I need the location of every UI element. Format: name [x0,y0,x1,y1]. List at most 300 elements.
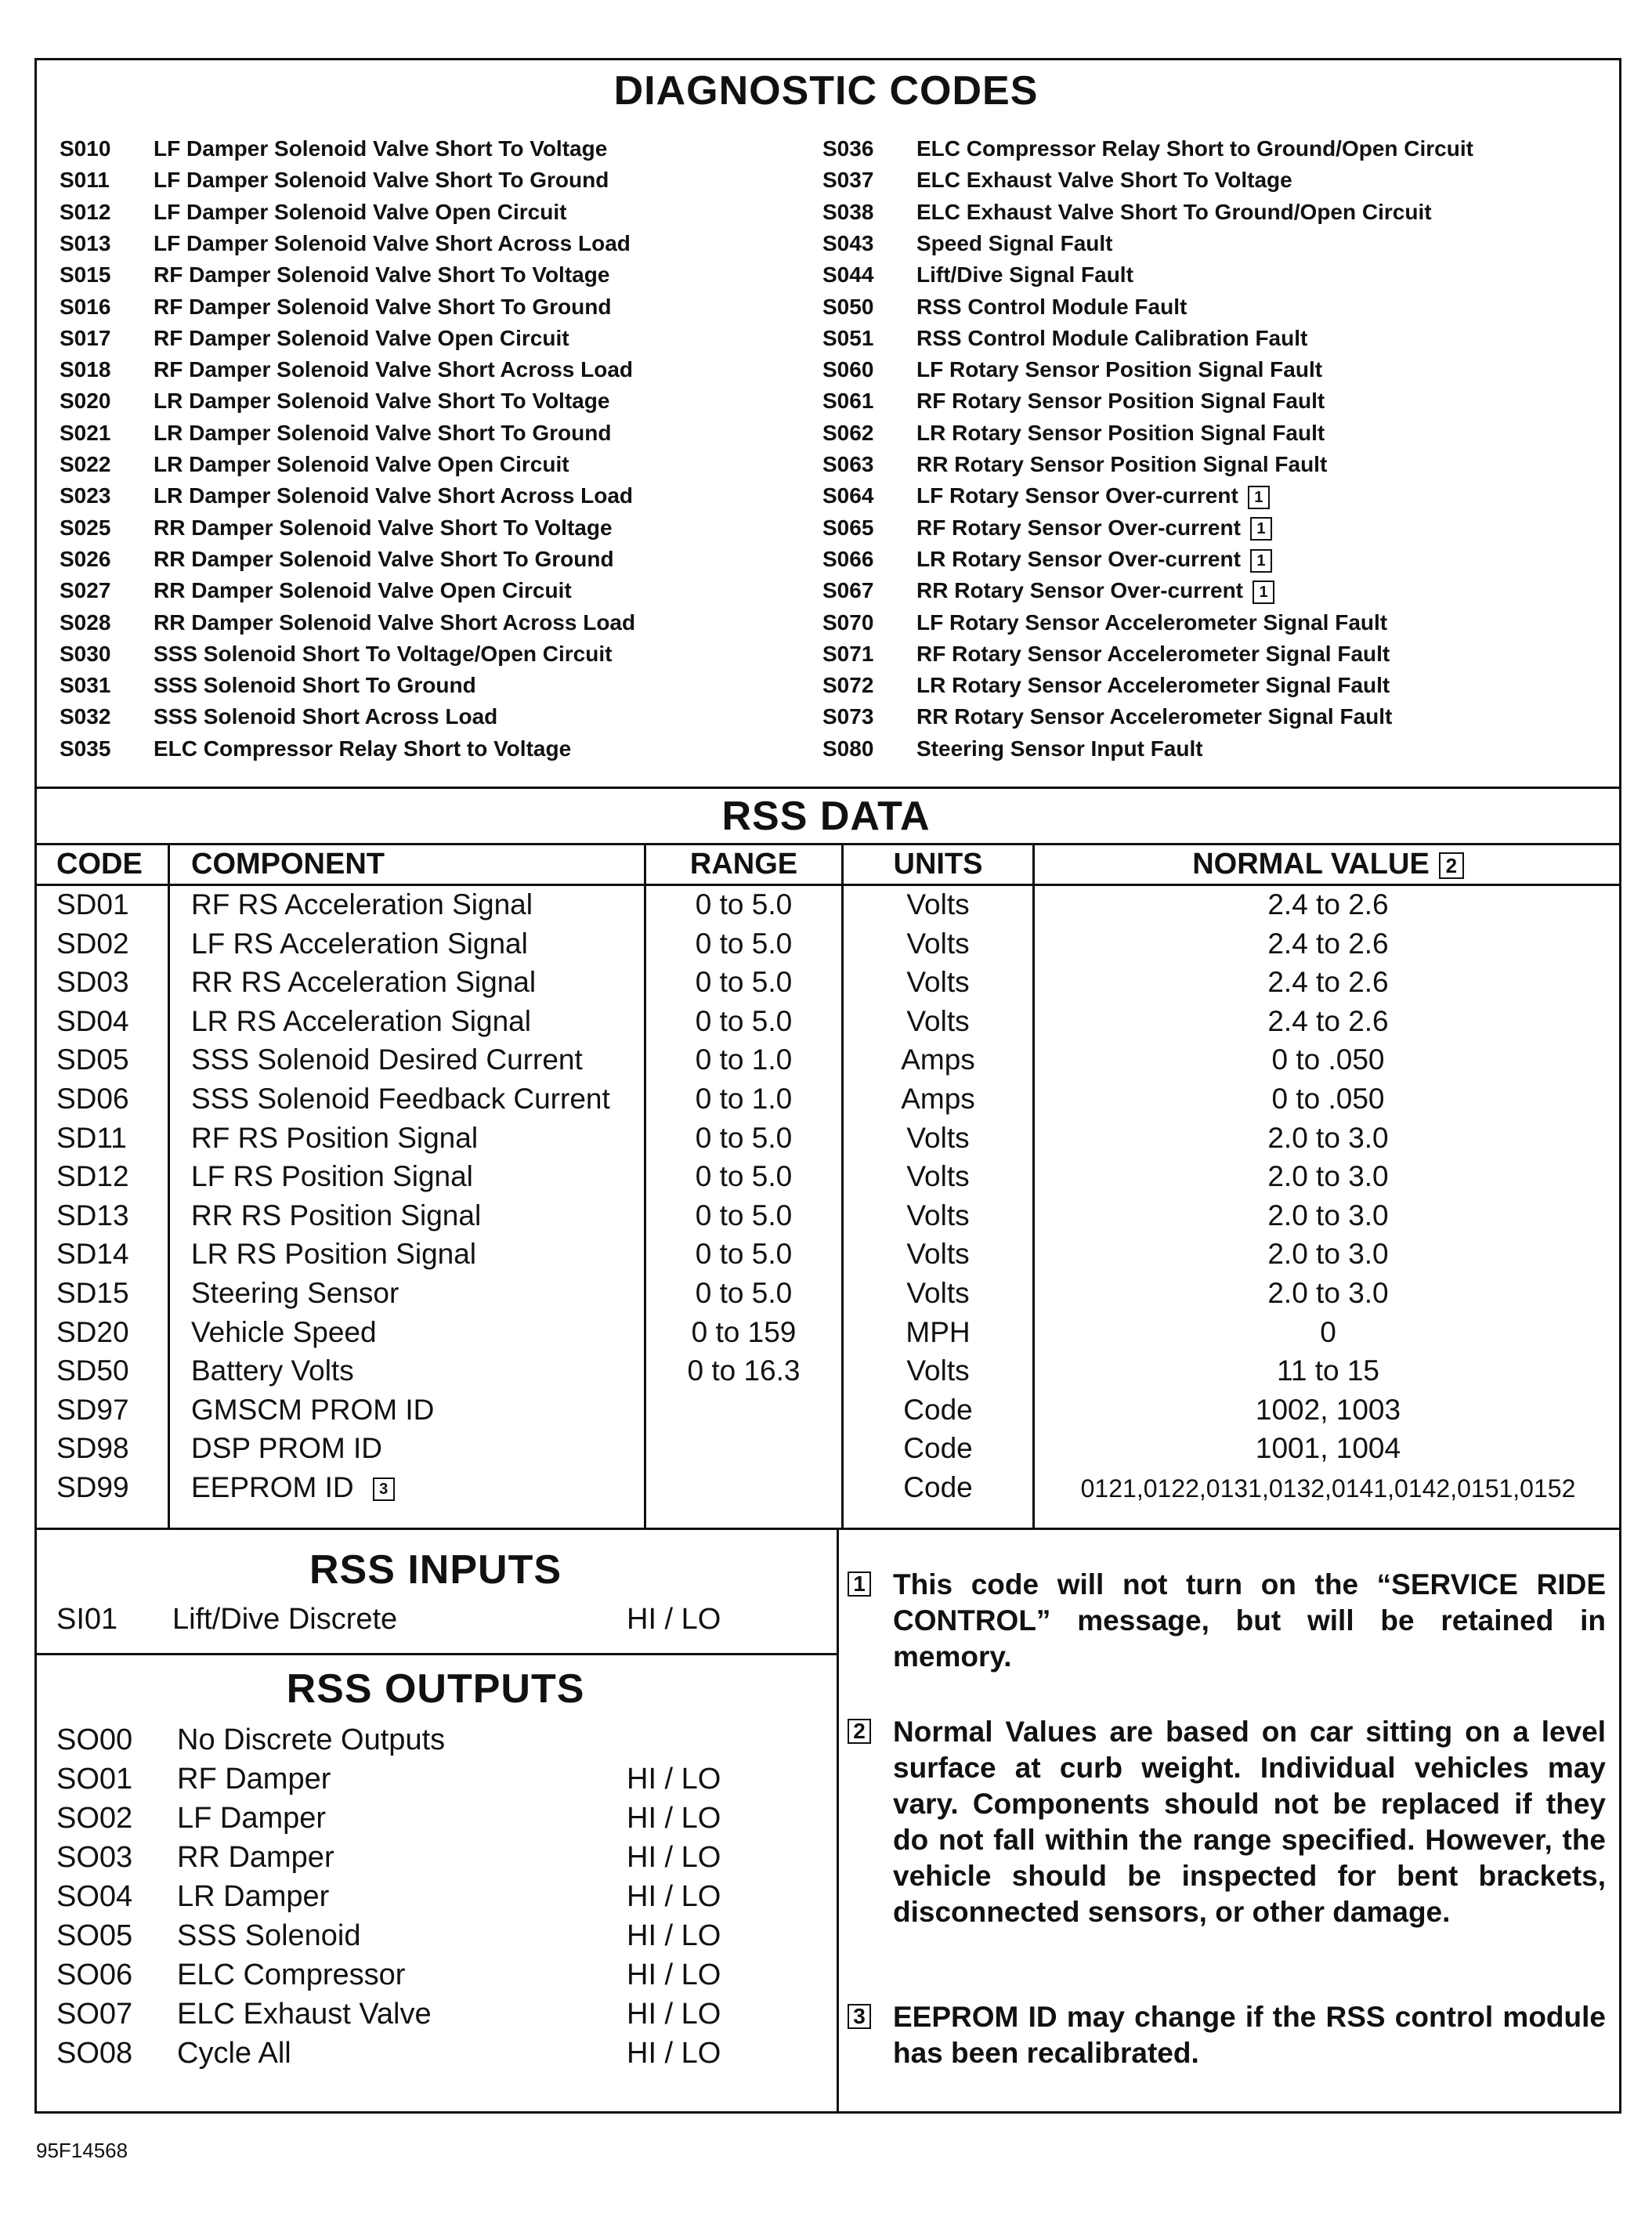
diagnostic-code: S038 [822,199,874,224]
divider [34,843,1621,845]
diagnostic-description [916,231,1112,256]
rss-code: SD50 [56,1354,129,1387]
diagnostic-description [154,168,609,193]
diagnostic-code-row [822,357,1574,385]
diagnostic-description-text: RR Rotary Sensor Position Signal Fault [916,452,1328,476]
rss-code: SD98 [56,1432,129,1465]
diagnostic-code: S036 [822,136,874,161]
rss-component [191,1277,399,1310]
rss-component-text: DSP PROM ID [191,1432,382,1465]
rss-range: 0 to 5.0 [695,1277,793,1309]
rss-normal-value: 2.0 to 3.0 [1267,1277,1389,1309]
diagnostic-code: S063 [822,452,874,476]
diagnostic-code-row [822,168,1574,196]
diagnostic-code-row [822,515,1574,544]
column-divider [837,1528,839,2114]
diagnostic-description-text: LF Rotary Sensor Position Signal Fault [916,357,1323,382]
rss-range: 0 to 16.3 [687,1354,801,1387]
rss-code: SD20 [56,1315,129,1348]
note-1-marker: 1 [848,1571,871,1597]
output-state: HI / LO [627,2037,721,2070]
diagnostic-code: S028 [60,609,111,635]
diagnostic-description-text: LF Damper Solenoid Valve Open Circuit [154,199,567,224]
diagnostic-description-text: LR Rotary Sensor Accelerometer Signal Fault [916,673,1390,698]
diagnostic-code: S065 [822,515,874,540]
output-code: SO06 [56,1958,133,1991]
diagnostic-code-row [60,642,812,670]
diagnostic-description-text: RR Damper Solenoid Valve Short To Voltage [154,515,613,540]
diagnostic-code: S061 [822,389,874,414]
diagnostic-description-text: LF Rotary Sensor Over-current [916,483,1238,508]
rss-component-text: SSS Solenoid Desired Current [191,1043,583,1076]
output-code: SO07 [56,1998,133,2031]
rss-range: 0 to 5.0 [695,1160,793,1193]
output-name: LF Damper [177,1802,327,1835]
diagnostic-code-row [60,295,812,323]
output-code: SO04 [56,1880,133,1913]
diagnostic-description-text: RSS Control Module Calibration Fault [916,325,1308,350]
diagnostic-code-row [60,515,812,544]
diagnostic-description [154,642,612,667]
output-code: SO02 [56,1802,133,1835]
rss-component-text: RR RS Acceleration Signal [191,966,537,999]
rss-component [191,1122,478,1155]
rss-data-title: RSS DATA [721,794,931,839]
divider [34,884,1621,886]
rss-units: Amps [901,1043,975,1076]
diagnostic-code: S018 [60,357,111,382]
diagnostic-description-text: SSS Solenoid Short To Voltage/Open Circuit [154,641,613,666]
figure-id: 95F14568 [36,2139,128,2162]
diagnostic-code-row [822,578,1574,606]
diagnostic-description [916,452,1327,477]
rss-component [191,1160,473,1193]
diagnostic-description [154,547,614,572]
rss-normal-value: 0 to .050 [1271,1043,1385,1076]
diagnostic-code: S020 [60,389,111,414]
rss-component [191,1394,434,1427]
diagnostic-code-row [822,610,1574,638]
diagnostic-description-text: RF Damper Solenoid Valve Short To Voltage [154,262,610,288]
rss-component-text: LR RS Position Signal [191,1238,477,1271]
diagnostic-code: S066 [822,546,874,571]
rss-component-text: Steering Sensor [191,1277,399,1309]
rss-inputs-title: RSS INPUTS [309,1547,562,1593]
rss-normal-value: 2.4 to 2.6 [1267,966,1389,999]
diagnostic-codes-title: DIAGNOSTIC CODES [613,68,1039,114]
diagnostic-code-row [822,421,1574,449]
rss-code: SD04 [56,1004,129,1037]
diagnostic-description [916,704,1392,729]
diagnostic-description-text: ELC Exhaust Valve Short To Ground/Open Circuit [916,199,1432,224]
diagnostic-code: S067 [822,578,874,603]
rss-units: Volts [906,966,970,999]
diagnostic-code: S072 [822,673,874,698]
note-1-marker: 1 [1253,580,1274,604]
diagnostic-code-row [822,642,1574,670]
diagnostic-code: S025 [60,515,111,540]
diagnostic-description [154,421,611,446]
rss-units: Code [903,1471,973,1503]
output-code: SO01 [56,1763,133,1796]
diagnostic-description [154,452,569,477]
diagnostic-code: S027 [60,578,111,603]
diagnostic-code: S080 [822,736,874,761]
diagnostic-code: S060 [822,357,874,382]
rss-code: SD15 [56,1277,129,1309]
output-name: LR Damper [177,1880,330,1913]
diagnostic-description [916,200,1432,225]
note-1-text: This code will not turn on the “SERVICE RIDE CONTROL” message, but will be retained in memory. [893,1568,1606,1673]
diagnostic-description-text: LR Damper Solenoid Valve Short To Voltage [154,389,610,414]
rss-normal-value: 1002, 1003 [1255,1393,1401,1426]
output-state: HI / LO [627,1958,721,1991]
diagnostic-code: S073 [822,704,874,729]
diagnostic-description-text: LF Rotary Sensor Accelerometer Signal Fault [916,609,1388,635]
rss-component-text: GMSCM PROM ID [191,1393,435,1426]
header-component: COMPONENT [191,848,385,881]
diagnostic-code: S035 [60,736,111,761]
header-code: CODE [56,848,143,881]
diagnostic-code-row [60,389,812,417]
rss-outputs-title: RSS OUTPUTS [286,1666,585,1712]
output-name: RF Damper [177,1763,331,1796]
output-name: No Discrete Outputs [177,1723,446,1756]
diagnostic-description [916,389,1325,414]
diagnostic-code-row [822,295,1574,323]
input-name: Lift/Dive Discrete [172,1603,398,1636]
output-code: SO05 [56,1919,133,1952]
note-1-marker: 1 [1250,517,1272,541]
diagnostic-description-text: RF Rotary Sensor Over-current [916,515,1241,540]
input-state: HI / LO [627,1603,721,1636]
note-1-marker: 1 [1248,486,1270,509]
diagnostic-description [154,610,635,635]
diagnostic-code: S064 [822,483,874,508]
diagnostic-description-text: SSS Solenoid Short To Ground [154,673,476,698]
diagnostic-code-row [822,673,1574,701]
rss-component [191,928,528,960]
diagnostic-description-text: ELC Exhaust Valve Short To Voltage [916,168,1292,193]
rss-units: Code [903,1393,973,1426]
rss-code: SD99 [56,1471,129,1503]
diagnostic-description-text: LR Damper Solenoid Valve Short Across Load [154,483,633,508]
diagnostic-code-row [60,547,812,575]
rss-range: 0 to 1.0 [695,1043,793,1076]
diagnostic-description-text: RF Damper Solenoid Valve Open Circuit [154,325,569,350]
rss-component-text: LF RS Acceleration Signal [191,927,528,960]
input-code: SI01 [56,1603,118,1636]
rss-units: Volts [906,1277,970,1309]
rss-component [191,1316,377,1349]
diagnostic-code-row [60,736,812,765]
rss-normal-value: 11 to 15 [1277,1354,1379,1387]
diagnostic-description [154,483,633,508]
diagnostic-description-text: RR Damper Solenoid Valve Open Circuit [154,578,572,603]
diagnostic-code: S013 [60,230,111,255]
diagnostic-code-row [60,452,812,480]
rss-component-text: SSS Solenoid Feedback Current [191,1083,610,1115]
diagnostic-code: S050 [822,294,874,319]
output-name: ELC Compressor [177,1958,406,1991]
diagnostic-code: S012 [60,199,111,224]
rss-code: SD06 [56,1083,129,1115]
rss-units: Volts [906,1160,970,1193]
diagnostic-code-row [822,483,1574,512]
output-name: Cycle All [177,2037,291,2070]
rss-component [191,1043,583,1076]
diagnostic-code-row [822,326,1574,354]
rss-component-text: RR RS Position Signal [191,1199,482,1231]
diagnostic-description [154,200,566,225]
diagnostic-code-row [60,231,812,259]
diagnostic-description-text: RR Damper Solenoid Valve Short Across Load [154,609,636,635]
rss-component [191,1471,395,1504]
note-3-marker: 3 [373,1477,395,1501]
note-2-marker: 2 [848,1719,871,1744]
diagnostic-code: S070 [822,609,874,635]
rss-normal-value: 1001, 1004 [1255,1432,1401,1465]
diagnostic-description [916,136,1473,161]
diagnostic-description [154,136,607,161]
output-code: SO03 [56,1841,133,1874]
diagnostic-description-text: LF Damper Solenoid Valve Short To Ground [154,168,609,193]
rss-normal-value: 2.0 to 3.0 [1267,1121,1389,1154]
diagnostic-description [916,736,1203,761]
note-3-marker: 3 [848,2004,871,2029]
diagnostic-description [916,610,1387,635]
diagnostic-code-row [60,168,812,196]
diagnostic-code: S011 [60,168,110,193]
rss-units: Volts [906,1354,970,1387]
rss-normal-value: 0 to .050 [1271,1083,1385,1115]
diagnostic-code-row [822,547,1574,575]
rss-normal-value: 0121,0122,0131,0132,0141,0142,0151,0152 [1080,1474,1576,1503]
output-state: HI / LO [627,1998,721,2031]
diagnostic-code-row [822,231,1574,259]
diagnostic-description-text: LF Damper Solenoid Valve Short To Voltage [154,136,608,161]
note-3-text: EEPROM ID may change if the RSS control module has been recalibrated. [893,2001,1606,2069]
diagnostic-code-row [60,578,812,606]
diagnostic-description [154,357,633,382]
diagnostic-description [916,357,1322,382]
rss-component-text: EEPROM ID [191,1471,354,1503]
output-state: HI / LO [627,1763,721,1796]
rss-component [191,1199,481,1232]
rss-code: SD12 [56,1160,129,1193]
diagnostic-code-row [60,610,812,638]
diagnostic-code-row [60,262,812,291]
rss-normal-value: 2.0 to 3.0 [1267,1199,1389,1231]
diagnostic-description-text: LR Damper Solenoid Valve Short To Ground [154,420,612,445]
diagnostic-description-text: RR Rotary Sensor Over-current [916,578,1244,603]
diagnostic-description [154,736,571,761]
rss-range: 0 to 5.0 [695,1004,793,1037]
rss-code: SD05 [56,1043,129,1076]
header-units: UNITS [893,848,983,881]
rss-range: 0 to 5.0 [695,966,793,999]
rss-units: Volts [906,888,970,920]
rss-normal-value: 2.0 to 3.0 [1267,1238,1389,1271]
diagnostic-description [154,578,572,603]
diagnostic-code-row [60,673,812,701]
diagnostic-code-row [822,389,1574,417]
rss-units: Volts [906,1238,970,1271]
rss-code: SD13 [56,1199,129,1231]
diagnostic-description [916,673,1390,698]
diagnostic-description-text: RSS Control Module Fault [916,294,1187,319]
diagnostic-code: S062 [822,420,874,445]
diagnostic-code: S026 [60,546,111,571]
rss-range: 0 to 5.0 [695,888,793,920]
diagnostic-description [916,262,1133,288]
rss-component [191,1354,354,1387]
diagnostic-code: S016 [60,294,111,319]
diagnostic-description [154,231,631,256]
rss-component-text: LR RS Acceleration Signal [191,1004,531,1037]
diagnostic-code: S051 [822,325,874,350]
diagnostic-code: S017 [60,325,111,350]
diagnostic-description [154,515,613,541]
rss-code: SD02 [56,927,129,960]
diagnostic-code-row [60,200,812,228]
diagnostic-code: S021 [60,420,111,445]
diagnostic-code-row [822,200,1574,228]
rss-normal-value: 2.4 to 2.6 [1267,1004,1389,1037]
diagnostic-code-row [60,357,812,385]
output-code: SO00 [56,1723,133,1756]
rss-range: 0 to 5.0 [695,1238,793,1271]
diagnostic-description [916,578,1274,604]
diagnostic-code-row [60,704,812,732]
output-state: HI / LO [627,1880,721,1913]
rss-component-text: LF RS Position Signal [191,1160,473,1193]
output-state: HI / LO [627,1841,721,1874]
note-2-marker: 2 [1439,852,1464,879]
diagnostic-description-text: RR Rotary Sensor Accelerometer Signal Fault [916,704,1393,729]
diagnostic-code: S010 [60,136,111,161]
diagnostic-description [154,326,569,351]
diagnostic-description [154,295,611,320]
diagnostic-description-text: SSS Solenoid Short Across Load [154,704,498,729]
note-2-text: Normal Values are based on car sitting on a level surface at curb weight. Individual vehicles may vary. Components should not be replaced if they do not fall within the range specified. However, the vehicle should be inspected for bent brackets, disconnected sensors, or other damage. [893,1716,1606,1928]
output-state: HI / LO [627,1919,721,1952]
rss-units: Volts [906,1121,970,1154]
diagnostic-description-text: ELC Compressor Relay Short to Ground/Open Circuit [916,136,1473,161]
diagnostic-code: S032 [60,704,111,729]
output-code: SO08 [56,2037,133,2070]
diagnostic-code: S044 [822,262,874,288]
rss-code: SD03 [56,966,129,999]
rss-range: 0 to 5.0 [695,1199,793,1231]
diagnostic-code-row [822,704,1574,732]
diagnostic-description-text: ELC Compressor Relay Short to Voltage [154,736,572,761]
rss-normal-value: 2.4 to 2.6 [1267,888,1389,920]
header-normal-value: NORMAL VALUE 2 [1035,848,1621,881]
diagnostic-code: S071 [822,641,874,666]
rss-code: SD11 [56,1121,127,1154]
rss-units: Amps [901,1083,975,1115]
diagnostic-description [916,295,1187,320]
diagnostic-code-row [60,136,812,165]
rss-normal-value: 0 [1320,1315,1336,1348]
diagnostic-description [154,704,497,729]
diagnostic-description [916,515,1272,541]
diagnostic-description-text: Speed Signal Fault [916,230,1113,255]
diagnostic-description-text: Steering Sensor Input Fault [916,736,1203,761]
diagnostic-code: S037 [822,168,874,193]
diagnostic-code-row [822,136,1574,165]
diagnostic-code-row [822,736,1574,765]
diagnostic-description-text: Lift/Dive Signal Fault [916,262,1133,288]
output-state: HI / LO [627,1802,721,1835]
rss-component [191,966,536,999]
diagnostic-description [916,547,1272,573]
rss-range: 0 to 5.0 [695,927,793,960]
diagnostic-code: S030 [60,641,111,666]
diagnostic-description-text: RF Rotary Sensor Position Signal Fault [916,389,1325,414]
diagnostic-code: S022 [60,452,111,476]
rss-range: 0 to 1.0 [695,1083,793,1115]
rss-range: 0 to 159 [691,1315,797,1348]
output-name: ELC Exhaust Valve [177,1998,432,2031]
rss-component [191,1005,531,1038]
diagnostic-code-row [822,452,1574,480]
diagnostic-description-text: LR Damper Solenoid Valve Open Circuit [154,452,569,476]
rss-component-text: RF RS Acceleration Signal [191,888,533,920]
diagnostic-description [916,483,1270,509]
rss-code: SD01 [56,888,129,920]
diagnostic-description-text: RF Damper Solenoid Valve Short Across Load [154,357,633,382]
diagnostic-description-text: RR Damper Solenoid Valve Short To Ground [154,546,614,571]
output-name: SSS Solenoid [177,1919,361,1952]
diagnostic-code: S023 [60,483,111,508]
diagnostic-code-row [60,483,812,512]
diagnostic-code: S015 [60,262,111,288]
rss-code: SD14 [56,1238,129,1271]
diagnostic-description [154,673,476,698]
rss-component [191,888,533,921]
rss-units: Volts [906,927,970,960]
note-1-marker: 1 [1250,549,1272,573]
diagnostic-code: S031 [60,673,111,698]
rss-units: Volts [906,1004,970,1037]
diagnostic-description [154,262,609,288]
diagnostic-code-row [60,421,812,449]
rss-component [191,1432,382,1465]
rss-component [191,1238,476,1271]
rss-component [191,1083,610,1116]
rss-units: MPH [906,1315,971,1348]
diagnostic-description [916,642,1390,667]
diagnostic-description-text: LF Damper Solenoid Valve Short Across Load [154,230,631,255]
rss-normal-value: 2.0 to 3.0 [1267,1160,1389,1193]
rss-component-text: Vehicle Speed [191,1315,377,1348]
diagnostic-description [916,168,1292,193]
column-divider [168,843,170,1529]
diagnostic-description-text: RF Damper Solenoid Valve Short To Ground [154,294,612,319]
divider [34,1528,1621,1530]
diagnostic-code-row [822,262,1574,291]
divider [34,787,1621,789]
diagnostic-description [916,421,1325,446]
output-name: RR Damper [177,1841,334,1874]
diagnostic-description [154,389,609,414]
header-range: RANGE [689,848,798,881]
diagnostic-description-text: LR Rotary Sensor Over-current [916,546,1241,571]
divider [34,1653,838,1655]
diagnostic-code: S043 [822,230,874,255]
